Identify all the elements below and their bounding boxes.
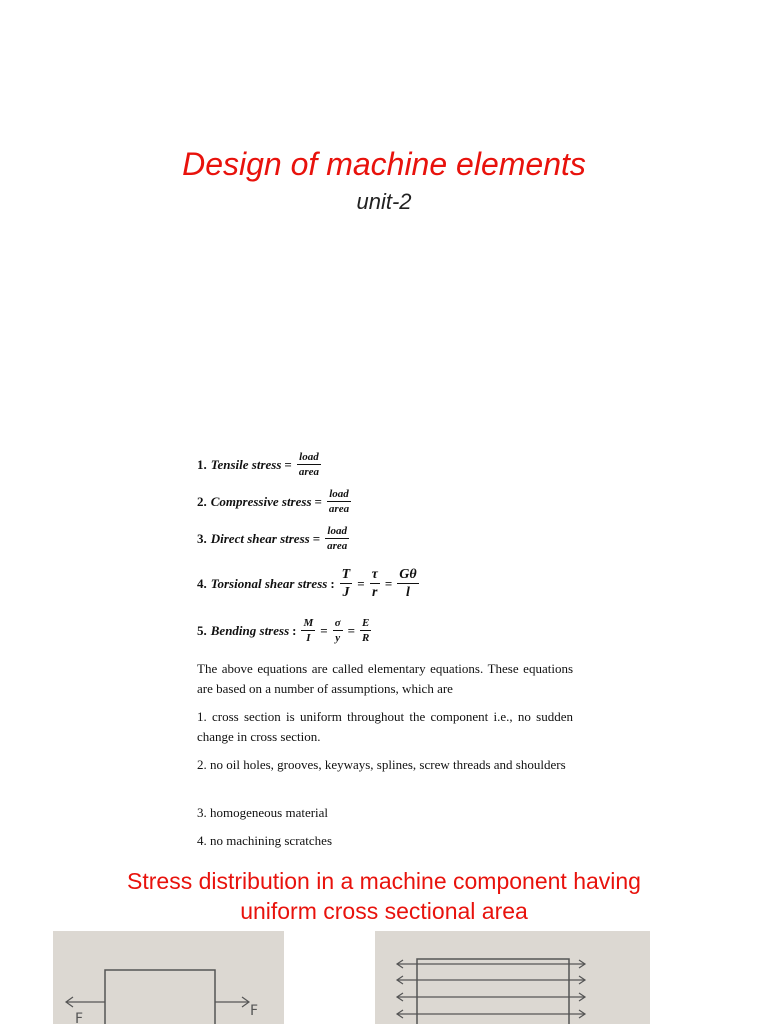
numerator: load: [299, 451, 319, 463]
assumption-item: 3. homogeneous material: [197, 805, 329, 820]
equation-1: [197, 450, 323, 479]
fraction: [297, 450, 321, 479]
sketch-photo-right: [375, 931, 650, 1024]
page-subtitle: unit-2: [356, 189, 412, 214]
equation-name: Compressive stress: [210, 493, 312, 509]
numerator: Gθ: [399, 567, 417, 582]
equation-name: Torsional shear stress: [210, 575, 328, 591]
numerator: τ: [371, 567, 378, 582]
equation-separator: =: [312, 530, 321, 546]
stress-distribution-sketch: [375, 931, 650, 1024]
equals-sign: =: [320, 622, 328, 638]
equation-name: Direct shear stress: [210, 530, 310, 546]
numerator: σ: [334, 617, 341, 629]
assumption-item: 2. no oil holes, grooves, keyways, splines, screw threads and shoulders: [197, 757, 566, 772]
equation-name: Bending stress: [210, 622, 290, 638]
denominator: J: [342, 585, 350, 600]
equation-number: 4.: [197, 575, 207, 591]
fraction: [397, 566, 418, 601]
denominator: y: [335, 632, 341, 644]
sketch-photo-left: [53, 931, 284, 1024]
equation-2: [197, 487, 353, 516]
equation-number: 3.: [197, 530, 207, 546]
fraction: [327, 487, 351, 516]
numerator: load: [327, 525, 347, 537]
denominator: area: [327, 540, 348, 552]
denominator: area: [328, 503, 350, 515]
numerator: load: [329, 488, 349, 500]
equation-separator: =: [284, 456, 292, 472]
equation-name: Tensile stress: [210, 456, 282, 472]
section-heading: [0, 866, 768, 926]
denominator: r: [372, 585, 378, 600]
equation-3: [197, 524, 351, 553]
equation-5: [197, 616, 373, 645]
denominator: area: [298, 466, 320, 478]
equation-4: [197, 566, 421, 601]
intro-paragraph: The above equations are called elementary equations. These equations are based on a number of assumptions, which are: [197, 661, 573, 696]
page-title: Design of machine elements: [182, 146, 586, 182]
fraction: [325, 524, 349, 553]
force-label-left: F: [75, 1011, 84, 1024]
equation-separator: :: [330, 575, 335, 591]
numerator: T: [341, 567, 351, 582]
equals-sign: =: [347, 622, 356, 638]
fraction: [301, 616, 315, 645]
numerator: E: [362, 617, 370, 629]
denominator: I: [306, 632, 311, 644]
equation-separator: =: [314, 493, 322, 509]
numerator: M: [303, 617, 314, 629]
fraction: [333, 616, 343, 645]
denominator: R: [362, 632, 370, 644]
equation-number: 2.: [197, 493, 207, 509]
fraction: [340, 566, 353, 601]
sketch-drawing: [53, 931, 284, 1024]
fraction: [370, 566, 380, 601]
section-heading-line: uniform cross sectional area: [240, 898, 528, 924]
equation-separator: :: [292, 622, 297, 638]
assumption-item: 1. cross section is uniform throughout the component i.e., no sudden change in cross section.: [197, 709, 573, 744]
assumption-item: 4. no machining scratches: [197, 833, 333, 848]
force-label-right: F: [250, 1003, 259, 1019]
fraction: [360, 616, 371, 645]
equals-sign: =: [357, 575, 365, 591]
section-heading-line: Stress distribution in a machine component having: [127, 868, 641, 894]
denominator: l: [406, 585, 410, 600]
equals-sign: =: [384, 575, 393, 591]
equation-number: 5.: [197, 622, 207, 638]
equation-number: 1.: [197, 456, 207, 472]
